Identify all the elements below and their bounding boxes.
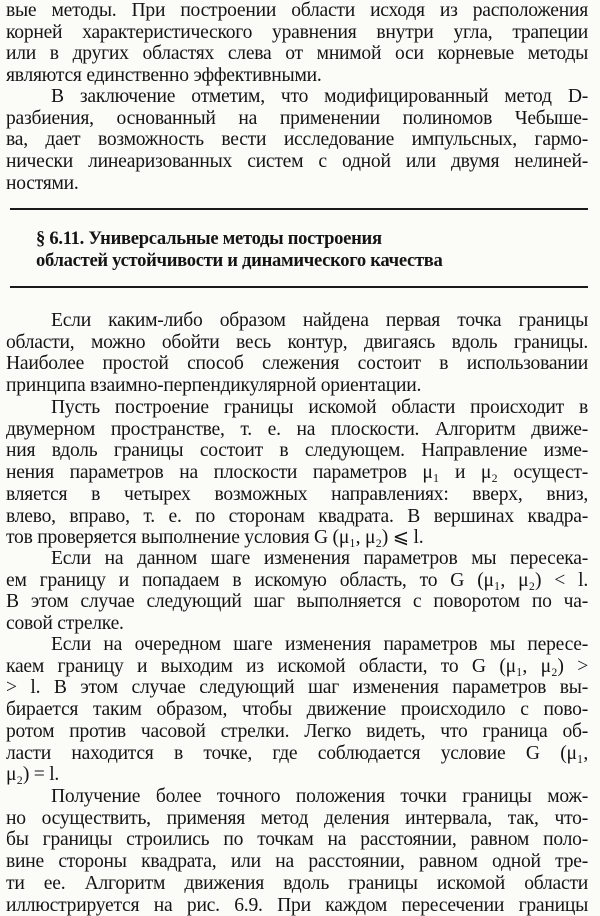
section-title-line: областей устойчивости и динамического качества (36, 250, 443, 271)
text-line: нения параметров на плоскости параметров μ₁ и μ₂ осущест- (6, 462, 588, 484)
text-line: совой стрелке. (6, 613, 124, 635)
text-line: ва, дает возможность вести исследование импульсных, гармо- (6, 129, 588, 151)
text-line: но осуществить, применяя метод деления интервала, так, что- (6, 807, 588, 829)
text-line: μ₂) = l. (6, 764, 60, 786)
text-line: ротом против часовой стрелки. Легко видеть, что граница об- (6, 720, 588, 742)
section-title-line: § 6.11. Универсальные методы построения (36, 228, 382, 249)
text-line: Если на очередном шаге изменения параметров мы пересе- (51, 634, 588, 655)
text-line: Если каким-либо образом найдена первая точка границы (51, 310, 588, 331)
text-line: ем границу и попадаем в искомую область, то G (μ₁, μ₂) < l. (6, 569, 588, 591)
text-line: двумерном пространстве, т. е. на плоскости. Алгоритм движе- (6, 418, 588, 440)
text-line: ти ее. Алгоритм движения вдоль границы искомой области (6, 872, 588, 894)
text-line: влево, вправо, т. е. по сторонам квадрата. В вершинах квадра- (6, 505, 588, 527)
text-line: > l. В этом случае следующий шаг изменения параметров вы- (6, 677, 588, 699)
text-line: вляется в четырех возможных направлениях: вверх, вниз, (6, 483, 588, 505)
section-heading-block (6, 208, 588, 288)
text-line: вине стороны квадрата, или на расстоянии, равном одной тре- (6, 851, 588, 873)
text-line: Пусть построение границы искомой области происходит в (51, 397, 588, 418)
text-line: Наиболее простой способ слежения состоит в использовании (6, 353, 588, 375)
paragraph-2 (6, 397, 588, 549)
text-line: иллюстрируется на рис. 6.9. При каждом пересечении границы (6, 894, 588, 916)
text-line: ния вдоль границы состоит в следующем. Направление изме- (6, 440, 588, 462)
text-line: разбиения, основанный на применении полиномов Чебыше- (6, 107, 588, 129)
intro-paragraph (6, 0, 588, 87)
bottom-rule (10, 286, 588, 288)
text-line: нически линеаризованных систем с одной или двумя нелиней- (6, 151, 588, 173)
paragraph-4 (6, 634, 588, 786)
text-line: принципа взаимно-перпендикулярной ориентации. (6, 375, 422, 397)
text-line: Получение более точного положения точки границы мож- (51, 786, 588, 807)
text-line: ласти находится в точке, где соблюдается условие G (μ₁, (6, 742, 588, 764)
text-line: В этом случае следующий шаг выполняется с поворотом по ча- (6, 591, 588, 613)
text-line: бирается таким образом, чтобы движение происходило с пово- (6, 699, 588, 721)
text-line: или в других областях слева от мнимой оси корневые методы (6, 43, 588, 65)
text-line: области, можно обойти весь контур, двигаясь вдоль границы. (6, 331, 588, 353)
text-line: ностями. (6, 172, 79, 194)
text-line: вые методы. При построении области исходя из расположения (6, 0, 588, 21)
text-line: В заключение отметим, что модифицированный метод D- (51, 86, 588, 107)
text-line: являются единственно эффективными. (6, 65, 322, 87)
conclusion-paragraph (6, 86, 588, 195)
paragraph-5 (6, 786, 588, 916)
text-line: Если на данном шаге изменения параметров мы пересека- (51, 548, 588, 569)
text-line: корней характеристического уравнения внутри угла, трапеции (6, 21, 588, 43)
paragraph-3 (6, 548, 588, 635)
text-line: тов проверяется выполнение условия G (μ₁, μ₂) ⩽ l. (6, 527, 424, 549)
paragraph-1 (6, 310, 588, 397)
text-line: каем границу и выходим из искомой области, то G (μ₁, μ₂) > (6, 655, 588, 677)
text-line: бы границы строились по точкам на расстоянии, равном поло- (6, 829, 588, 851)
